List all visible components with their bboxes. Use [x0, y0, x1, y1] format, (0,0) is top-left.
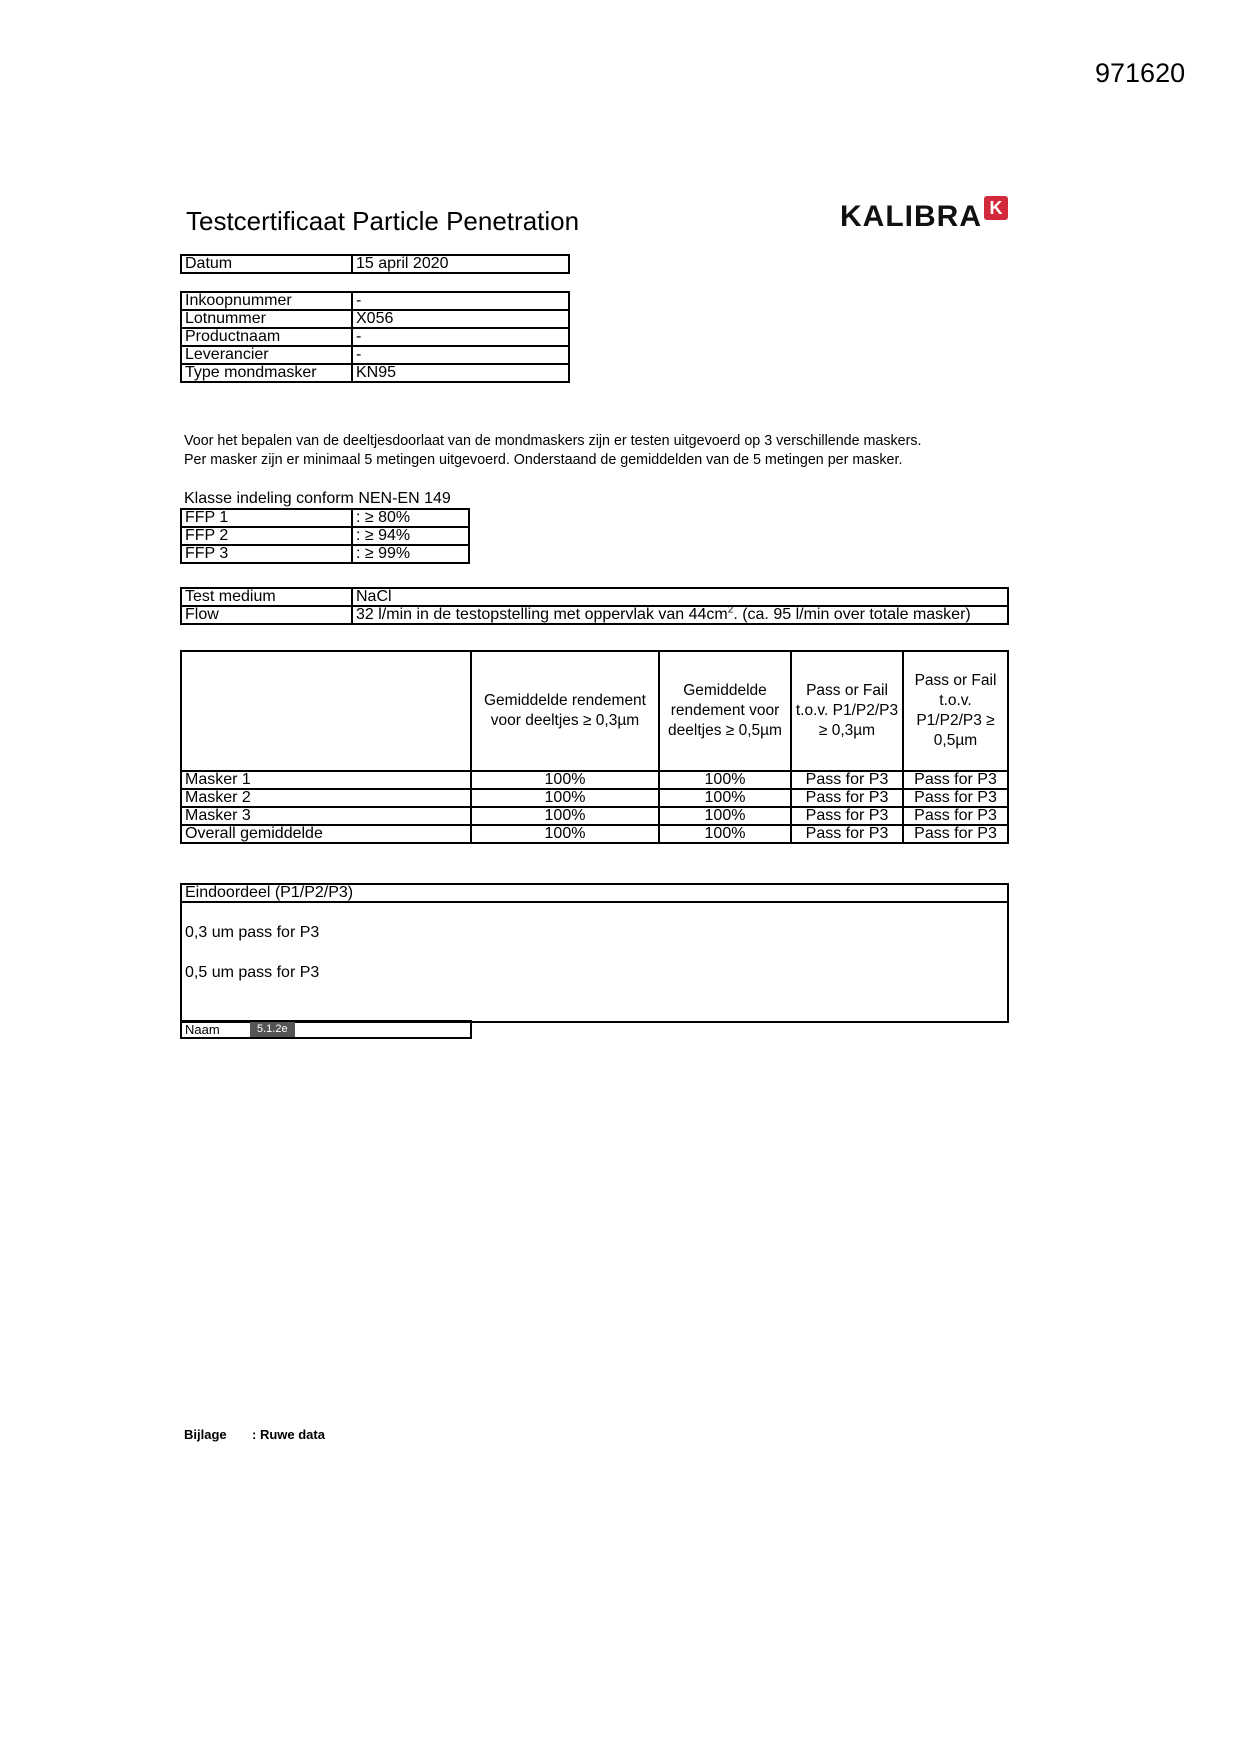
- eindoordeel-body: [181, 902, 1008, 1022]
- info-label: Lotnummer: [181, 310, 352, 328]
- eindoordeel-line: 0,5 um pass for P3: [185, 964, 320, 981]
- datum-label: Datum: [181, 255, 352, 273]
- flow-label: Flow: [181, 606, 352, 624]
- table-row: [181, 509, 469, 527]
- flow-superscript: 2: [727, 604, 734, 616]
- naam-field: [180, 1020, 472, 1039]
- column-header: [181, 651, 471, 771]
- datum-value: 15 april 2020: [352, 255, 569, 273]
- klasse-title: Klasse indeling conform NEN-EN 149: [184, 490, 451, 507]
- table-row: [181, 606, 1008, 624]
- test-medium-table: [180, 587, 1009, 625]
- intro-line: Per masker zijn er minimaal 5 metingen uitgevoerd. Onderstaand de gemiddelden van de 5 metingen per masker.: [184, 452, 903, 468]
- table-row: [181, 807, 1008, 825]
- intro-line: Voor het bepalen van de deeltjesdoorlaat van de mondmaskers zijn er testen uitgevoerd op 3 verschillende maskers.: [184, 433, 922, 449]
- kalibra-logo: [840, 196, 1008, 236]
- table-cell: Pass for P3: [791, 771, 903, 789]
- table-cell: Pass for P3: [903, 771, 1008, 789]
- flow-text-post: . (ca. 95 l/min over totale masker): [733, 606, 971, 623]
- document-number: 971620: [1095, 58, 1186, 88]
- table-row: [181, 789, 1008, 807]
- column-header: Pass or Fail t.o.v. P1/P2/P3 ≥ 0,5µm: [903, 651, 1008, 771]
- table-cell: 100%: [659, 789, 791, 807]
- table-row: [181, 292, 569, 310]
- table-row: [181, 328, 569, 346]
- row-label: Masker 3: [181, 807, 471, 825]
- logo-badge-icon: K: [984, 196, 1008, 220]
- info-label: Type mondmasker: [181, 364, 352, 382]
- table-row: [181, 545, 469, 563]
- table-row: [181, 588, 1008, 606]
- bijlage-value: : Ruwe data: [252, 1427, 325, 1442]
- info-label: Productnaam: [181, 328, 352, 346]
- page-title: Testcertificaat Particle Penetration: [186, 206, 580, 236]
- row-label: Overall gemiddelde: [181, 825, 471, 843]
- table-cell: 100%: [471, 825, 659, 843]
- table-cell: 100%: [659, 825, 791, 843]
- table-row: [181, 527, 469, 545]
- medium-label: Test medium: [181, 588, 352, 606]
- klasse-label: FFP 2: [181, 527, 352, 545]
- info-value: X056: [352, 310, 569, 328]
- eindoordeel-line: 0,3 um pass for P3: [185, 924, 320, 941]
- column-header: Gemiddelde rendement voor deeltjes ≥ 0,3µm: [471, 651, 659, 771]
- naam-label: Naam: [185, 1022, 220, 1037]
- info-label: Leverancier: [181, 346, 352, 364]
- table-row: [181, 825, 1008, 843]
- table-cell: Pass for P3: [903, 789, 1008, 807]
- table-cell: 100%: [659, 807, 791, 825]
- medium-value: NaCl: [352, 588, 1008, 606]
- table-cell: Pass for P3: [903, 807, 1008, 825]
- info-value: -: [352, 292, 569, 310]
- flow-text: 32 l/min in de testopstelling met oppervlak van 44cm: [356, 606, 728, 623]
- table-row: [181, 255, 569, 273]
- table-row: [181, 310, 569, 328]
- table-cell: 100%: [471, 807, 659, 825]
- info-label: Inkoopnummer: [181, 292, 352, 310]
- results-table: [180, 650, 1009, 844]
- klasse-value: : ≥ 99%: [352, 545, 469, 563]
- klasse-value: : ≥ 80%: [352, 509, 469, 527]
- info-value: KN95: [352, 364, 569, 382]
- column-header: Pass or Fail t.o.v. P1/P2/P3 ≥ 0,3µm: [791, 651, 903, 771]
- table-row: [181, 364, 569, 382]
- klasse-label: FFP 1: [181, 509, 352, 527]
- flow-value: [352, 606, 1008, 624]
- column-header: Gemiddelde rendement voor deeltjes ≥ 0,5µm: [659, 651, 791, 771]
- bijlage-label: Bijlage: [184, 1427, 227, 1442]
- table-cell: 100%: [659, 771, 791, 789]
- logo-text: KALIBRA: [840, 200, 982, 233]
- info-value: -: [352, 328, 569, 346]
- table-header-row: [181, 651, 1008, 771]
- row-label: Masker 1: [181, 771, 471, 789]
- table-row: [181, 771, 1008, 789]
- klasse-table: [180, 508, 470, 564]
- table-cell: Pass for P3: [903, 825, 1008, 843]
- klasse-value: : ≥ 94%: [352, 527, 469, 545]
- eindoordeel-title: Eindoordeel (P1/P2/P3): [181, 884, 1008, 902]
- row-label: Masker 2: [181, 789, 471, 807]
- table-cell: 100%: [471, 789, 659, 807]
- table-cell: 100%: [471, 771, 659, 789]
- table-cell: Pass for P3: [791, 825, 903, 843]
- table-row: [181, 884, 1008, 902]
- version-badge: 5.1.2e: [250, 1022, 295, 1037]
- table-cell: Pass for P3: [791, 807, 903, 825]
- product-info-table: [180, 291, 570, 383]
- intro-text: [184, 432, 922, 470]
- klasse-label: FFP 3: [181, 545, 352, 563]
- table-row: [181, 902, 1008, 1022]
- table-row: [181, 346, 569, 364]
- eindoordeel-table: [180, 883, 1009, 1023]
- table-cell: Pass for P3: [791, 789, 903, 807]
- datum-table: [180, 254, 570, 274]
- info-value: -: [352, 346, 569, 364]
